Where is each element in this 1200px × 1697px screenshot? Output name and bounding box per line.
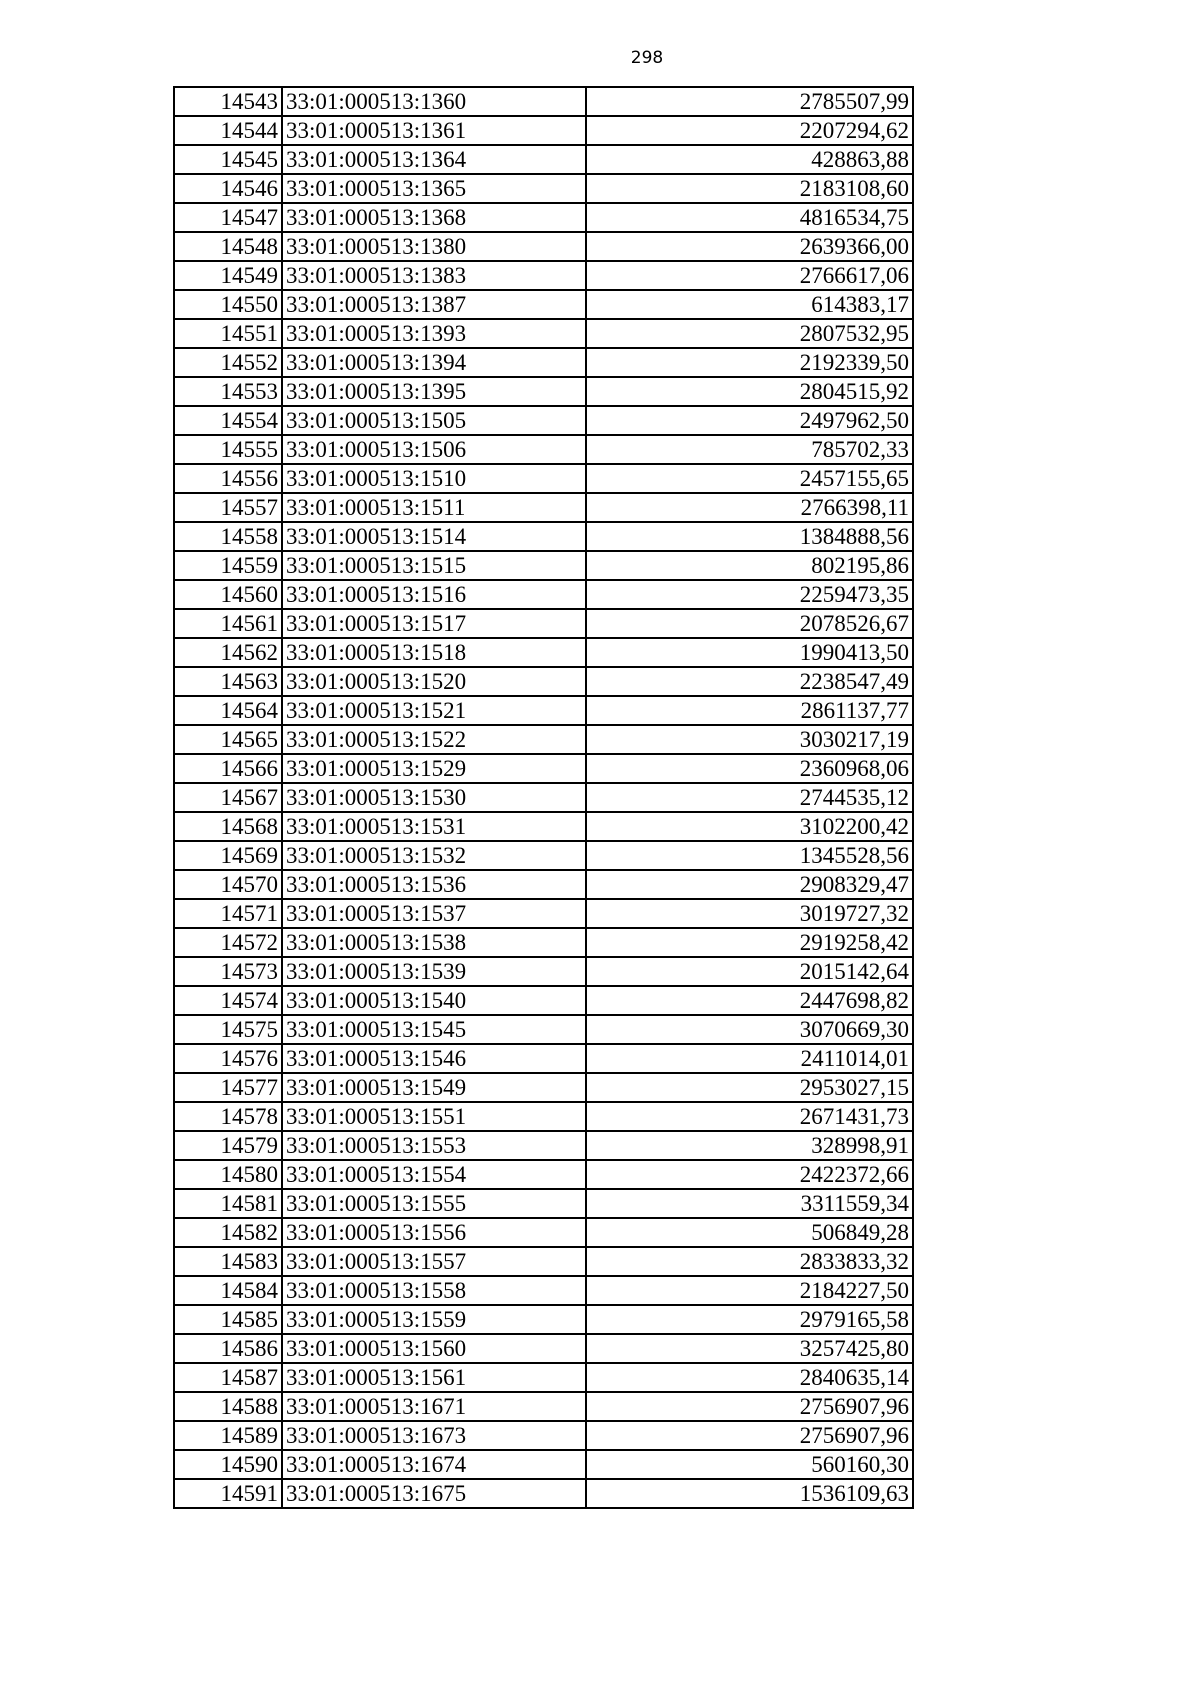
row-number-cell: 14567	[174, 783, 282, 812]
row-number-cell: 14574	[174, 986, 282, 1015]
table-row	[174, 348, 913, 377]
row-number-cell: 14591	[174, 1479, 282, 1508]
table-row	[174, 783, 913, 812]
cadastral-number-cell: 33:01:000513:1520	[282, 667, 586, 696]
cadastral-value-cell: 2840635,14	[586, 1363, 913, 1392]
table-row	[174, 957, 913, 986]
cadastral-number-cell: 33:01:000513:1671	[282, 1392, 586, 1421]
cadastral-number-cell: 33:01:000513:1675	[282, 1479, 586, 1508]
cadastral-value-cell: 1384888,56	[586, 522, 913, 551]
cadastral-number-cell: 33:01:000513:1538	[282, 928, 586, 957]
cadastral-number-cell: 33:01:000513:1387	[282, 290, 586, 319]
row-number-cell: 14556	[174, 464, 282, 493]
row-number-cell: 14552	[174, 348, 282, 377]
cadastral-value-cell: 2671431,73	[586, 1102, 913, 1131]
cadastral-number-cell: 33:01:000513:1551	[282, 1102, 586, 1131]
table-row	[174, 754, 913, 783]
cadastral-number-cell: 33:01:000513:1557	[282, 1247, 586, 1276]
cadastral-number-cell: 33:01:000513:1380	[282, 232, 586, 261]
table-row	[174, 377, 913, 406]
table-row	[174, 232, 913, 261]
row-number-cell: 14564	[174, 696, 282, 725]
table-row	[174, 145, 913, 174]
cadastral-value-cell: 2422372,66	[586, 1160, 913, 1189]
cadastral-value-cell: 3102200,42	[586, 812, 913, 841]
cadastral-value-cell: 2207294,62	[586, 116, 913, 145]
cadastral-value-cell: 2861137,77	[586, 696, 913, 725]
row-number-cell: 14551	[174, 319, 282, 348]
cadastral-number-cell: 33:01:000513:1393	[282, 319, 586, 348]
cadastral-number-cell: 33:01:000513:1556	[282, 1218, 586, 1247]
cadastral-value-cell: 802195,86	[586, 551, 913, 580]
cadastral-value-cell: 3257425,80	[586, 1334, 913, 1363]
table-row	[174, 899, 913, 928]
cadastral-number-cell: 33:01:000513:1560	[282, 1334, 586, 1363]
cadastral-value-cell: 2908329,47	[586, 870, 913, 899]
cadastral-number-cell: 33:01:000513:1530	[282, 783, 586, 812]
table-row	[174, 174, 913, 203]
table-row	[174, 1131, 913, 1160]
table-row	[174, 116, 913, 145]
row-number-cell: 14575	[174, 1015, 282, 1044]
cadastral-number-cell: 33:01:000513:1532	[282, 841, 586, 870]
table-row	[174, 1450, 913, 1479]
table-row	[174, 1218, 913, 1247]
table-row	[174, 406, 913, 435]
table-row	[174, 1305, 913, 1334]
row-number-cell: 14578	[174, 1102, 282, 1131]
cadastral-value-cell: 2744535,12	[586, 783, 913, 812]
cadastral-number-cell: 33:01:000513:1360	[282, 87, 586, 116]
row-number-cell: 14563	[174, 667, 282, 696]
row-number-cell: 14571	[174, 899, 282, 928]
cadastral-value-cell: 1536109,63	[586, 1479, 913, 1508]
table-row	[174, 261, 913, 290]
cadastral-value-cell: 2184227,50	[586, 1276, 913, 1305]
page-number: 298	[630, 48, 664, 68]
row-number-cell: 14573	[174, 957, 282, 986]
table-row	[174, 290, 913, 319]
cadastral-value-cell: 2259473,35	[586, 580, 913, 609]
cadastral-number-cell: 33:01:000513:1511	[282, 493, 586, 522]
row-number-cell: 14558	[174, 522, 282, 551]
cadastral-number-cell: 33:01:000513:1555	[282, 1189, 586, 1218]
row-number-cell: 14581	[174, 1189, 282, 1218]
cadastral-number-cell: 33:01:000513:1368	[282, 203, 586, 232]
table-row	[174, 812, 913, 841]
cadastral-value-cell: 2447698,82	[586, 986, 913, 1015]
cadastral-value-cell: 2919258,42	[586, 928, 913, 957]
cadastral-number-cell: 33:01:000513:1545	[282, 1015, 586, 1044]
table-row	[174, 1363, 913, 1392]
row-number-cell: 14555	[174, 435, 282, 464]
table-row	[174, 1102, 913, 1131]
table-row	[174, 696, 913, 725]
row-number-cell: 14565	[174, 725, 282, 754]
row-number-cell: 14588	[174, 1392, 282, 1421]
table-row	[174, 580, 913, 609]
row-number-cell: 14546	[174, 174, 282, 203]
cadastral-number-cell: 33:01:000513:1394	[282, 348, 586, 377]
table-row	[174, 609, 913, 638]
row-number-cell: 14545	[174, 145, 282, 174]
row-number-cell: 14584	[174, 1276, 282, 1305]
cadastral-number-cell: 33:01:000513:1516	[282, 580, 586, 609]
row-number-cell: 14568	[174, 812, 282, 841]
cadastral-value-cell: 2639366,00	[586, 232, 913, 261]
table-row	[174, 203, 913, 232]
cadastral-number-cell: 33:01:000513:1515	[282, 551, 586, 580]
cadastral-value-cell: 614383,17	[586, 290, 913, 319]
cadastral-value-cell: 4816534,75	[586, 203, 913, 232]
table-row	[174, 319, 913, 348]
cadastral-number-cell: 33:01:000513:1365	[282, 174, 586, 203]
table-row	[174, 464, 913, 493]
cadastral-number-cell: 33:01:000513:1553	[282, 1131, 586, 1160]
cadastral-value-cell: 3311559,34	[586, 1189, 913, 1218]
table-row	[174, 870, 913, 899]
cadastral-value-cell: 2360968,06	[586, 754, 913, 783]
cadastral-number-cell: 33:01:000513:1506	[282, 435, 586, 464]
row-number-cell: 14547	[174, 203, 282, 232]
cadastral-number-cell: 33:01:000513:1510	[282, 464, 586, 493]
table-row	[174, 667, 913, 696]
cadastral-value-cell: 2766617,06	[586, 261, 913, 290]
cadastral-value-cell: 2766398,11	[586, 493, 913, 522]
table-row	[174, 1479, 913, 1508]
cadastral-number-cell: 33:01:000513:1539	[282, 957, 586, 986]
table-row	[174, 1421, 913, 1450]
cadastral-value-cell: 2183108,60	[586, 174, 913, 203]
cadastral-value-cell: 2457155,65	[586, 464, 913, 493]
row-number-cell: 14583	[174, 1247, 282, 1276]
row-number-cell: 14589	[174, 1421, 282, 1450]
table-body	[174, 87, 913, 1508]
cadastral-value-cell: 2238547,49	[586, 667, 913, 696]
cadastral-number-cell: 33:01:000513:1521	[282, 696, 586, 725]
cadastral-value-cell: 560160,30	[586, 1450, 913, 1479]
cadastral-number-cell: 33:01:000513:1522	[282, 725, 586, 754]
cadastral-number-cell: 33:01:000513:1531	[282, 812, 586, 841]
row-number-cell: 14572	[174, 928, 282, 957]
table-row	[174, 986, 913, 1015]
row-number-cell: 14562	[174, 638, 282, 667]
cadastral-number-cell: 33:01:000513:1537	[282, 899, 586, 928]
cadastral-value-cell: 428863,88	[586, 145, 913, 174]
cadastral-number-cell: 33:01:000513:1364	[282, 145, 586, 174]
cadastral-number-cell: 33:01:000513:1540	[282, 986, 586, 1015]
cadastral-value-cell: 2804515,92	[586, 377, 913, 406]
row-number-cell: 14549	[174, 261, 282, 290]
row-number-cell: 14543	[174, 87, 282, 116]
cadastral-value-cell: 2756907,96	[586, 1392, 913, 1421]
cadastral-number-cell: 33:01:000513:1395	[282, 377, 586, 406]
cadastral-number-cell: 33:01:000513:1674	[282, 1450, 586, 1479]
table-row	[174, 725, 913, 754]
cadastral-number-cell: 33:01:000513:1383	[282, 261, 586, 290]
cadastral-value-cell: 2078526,67	[586, 609, 913, 638]
cadastral-value-cell: 2833833,32	[586, 1247, 913, 1276]
row-number-cell: 14553	[174, 377, 282, 406]
table-row	[174, 1276, 913, 1305]
row-number-cell: 14559	[174, 551, 282, 580]
table-row	[174, 87, 913, 116]
row-number-cell: 14569	[174, 841, 282, 870]
table-row	[174, 1073, 913, 1102]
row-number-cell: 14561	[174, 609, 282, 638]
table-row	[174, 1189, 913, 1218]
row-number-cell: 14566	[174, 754, 282, 783]
cadastral-value-cell: 2756907,96	[586, 1421, 913, 1450]
row-number-cell: 14579	[174, 1131, 282, 1160]
table-row	[174, 1160, 913, 1189]
row-number-cell: 14586	[174, 1334, 282, 1363]
table-row	[174, 1015, 913, 1044]
cadastral-value-cell: 1345528,56	[586, 841, 913, 870]
cadastral-number-cell: 33:01:000513:1549	[282, 1073, 586, 1102]
cadastral-value-table	[173, 86, 914, 1509]
row-number-cell: 14544	[174, 116, 282, 145]
row-number-cell: 14582	[174, 1218, 282, 1247]
cadastral-number-cell: 33:01:000513:1361	[282, 116, 586, 145]
row-number-cell: 14590	[174, 1450, 282, 1479]
cadastral-number-cell: 33:01:000513:1673	[282, 1421, 586, 1450]
row-number-cell: 14585	[174, 1305, 282, 1334]
table-row	[174, 841, 913, 870]
cadastral-value-cell: 2192339,50	[586, 348, 913, 377]
cadastral-value-cell: 2785507,99	[586, 87, 913, 116]
table-row	[174, 1247, 913, 1276]
cadastral-number-cell: 33:01:000513:1554	[282, 1160, 586, 1189]
cadastral-number-cell: 33:01:000513:1546	[282, 1044, 586, 1073]
cadastral-value-cell: 3070669,30	[586, 1015, 913, 1044]
cadastral-value-cell: 2015142,64	[586, 957, 913, 986]
table-row	[174, 1392, 913, 1421]
row-number-cell: 14580	[174, 1160, 282, 1189]
table-row	[174, 493, 913, 522]
row-number-cell: 14548	[174, 232, 282, 261]
cadastral-number-cell: 33:01:000513:1559	[282, 1305, 586, 1334]
cadastral-value-cell: 3030217,19	[586, 725, 913, 754]
cadastral-value-cell: 2497962,50	[586, 406, 913, 435]
row-number-cell: 14576	[174, 1044, 282, 1073]
cadastral-number-cell: 33:01:000513:1561	[282, 1363, 586, 1392]
cadastral-number-cell: 33:01:000513:1558	[282, 1276, 586, 1305]
table-row	[174, 551, 913, 580]
cadastral-number-cell: 33:01:000513:1536	[282, 870, 586, 899]
table-row	[174, 435, 913, 464]
row-number-cell: 14577	[174, 1073, 282, 1102]
cadastral-value-cell: 3019727,32	[586, 899, 913, 928]
cadastral-value-cell: 785702,33	[586, 435, 913, 464]
cadastral-value-cell: 2807532,95	[586, 319, 913, 348]
row-number-cell: 14560	[174, 580, 282, 609]
cadastral-value-cell: 2411014,01	[586, 1044, 913, 1073]
cadastral-value-cell: 2979165,58	[586, 1305, 913, 1334]
table-row	[174, 638, 913, 667]
table-row	[174, 1334, 913, 1363]
cadastral-number-cell: 33:01:000513:1505	[282, 406, 586, 435]
cadastral-number-cell: 33:01:000513:1517	[282, 609, 586, 638]
row-number-cell: 14557	[174, 493, 282, 522]
cadastral-number-cell: 33:01:000513:1518	[282, 638, 586, 667]
row-number-cell: 14587	[174, 1363, 282, 1392]
cadastral-value-cell: 1990413,50	[586, 638, 913, 667]
cadastral-value-cell: 2953027,15	[586, 1073, 913, 1102]
cadastral-value-cell: 506849,28	[586, 1218, 913, 1247]
row-number-cell: 14570	[174, 870, 282, 899]
cadastral-number-cell: 33:01:000513:1514	[282, 522, 586, 551]
row-number-cell: 14550	[174, 290, 282, 319]
table-row	[174, 1044, 913, 1073]
cadastral-number-cell: 33:01:000513:1529	[282, 754, 586, 783]
table-row	[174, 522, 913, 551]
row-number-cell: 14554	[174, 406, 282, 435]
cadastral-value-cell: 328998,91	[586, 1131, 913, 1160]
table-row	[174, 928, 913, 957]
